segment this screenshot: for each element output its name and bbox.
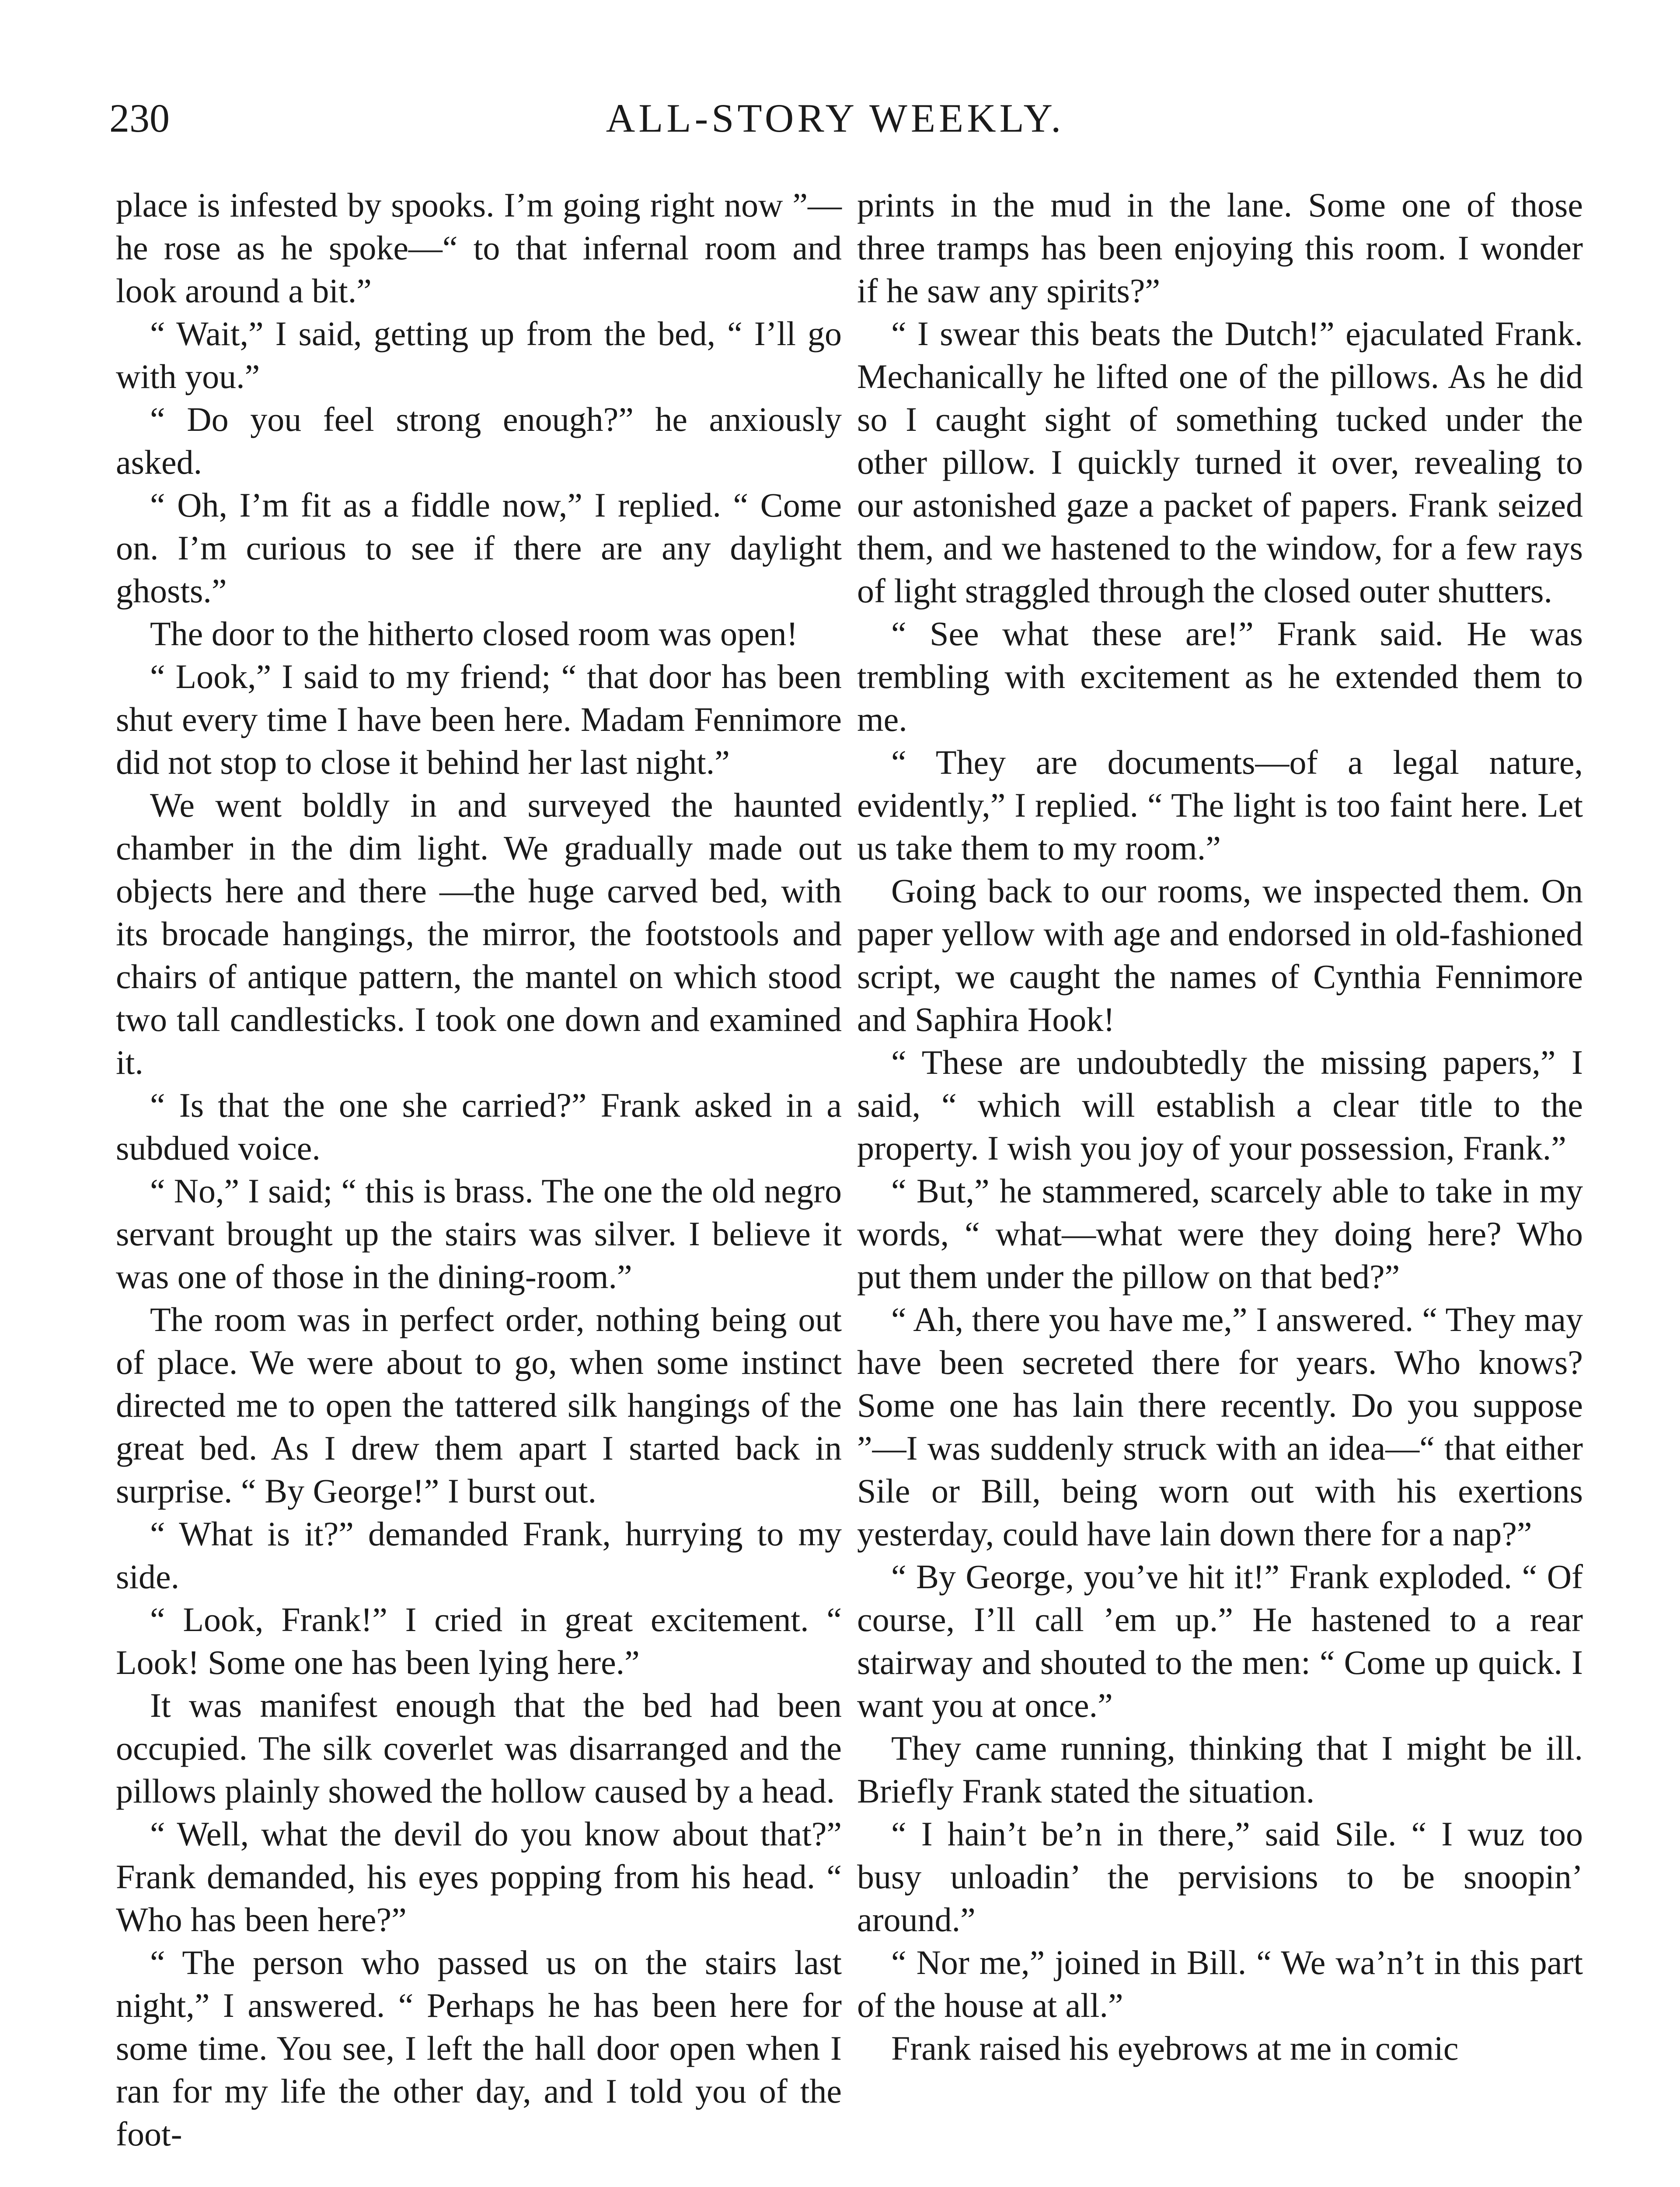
paragraph: They came running, thinking that I might be ill. Briefly Frank stated the situation. <box>857 1729 1583 1810</box>
paragraph: “ See what these are!” Frank said. He was trembling with excitement as he extended them to me. <box>857 615 1583 738</box>
paragraph: prints in the mud in the lane. Some one of those three tramps has been enjoying this room. I wonder if he saw any spirits?” <box>857 186 1583 310</box>
paragraph: “ I hain’t be’n in there,” said Sile. “ I wuz too busy unloadin’ the pervisions to be snoopin’ around.” <box>857 1815 1583 1939</box>
paragraph: “ Ah, there you have me,” I answered. “ They may have been secreted there for years. Who knows? Some one has lain there recently. Do you suppose ”—I was suddenly struck with an idea—“ that either Sile or Bill, being worn out with his exertions yesterday, could have lain down there for a nap?” <box>857 1300 1583 1553</box>
paragraph: “ Well, what the devil do you know about that?” Frank demanded, his eyes popping from his head. “ Who has been here?” <box>116 1815 842 1939</box>
page-number: 230 <box>109 96 170 140</box>
paragraph: “ No,” I said; “ this is brass. The one the old negro servant brought up the stairs was silver. I believe it was one of those in the dining-room.” <box>116 1172 842 1296</box>
paragraph: We went boldly in and surveyed the haunted chamber in the dim light. We gradually made out objects here and there —the huge carved bed, with its brocade hangings, the mirror, the footstools and chairs of antique pattern, the mantel on which stood two tall candlesticks. I took one down and examined it. <box>116 786 842 1081</box>
paragraph: Going back to our rooms, we inspected them. On paper yellow with age and endorsed in old-fashioned script, we caught the names of Cynthia Fennimore and Saphira Hook! <box>857 872 1583 1038</box>
paragraph: The room was in perfect order, nothing being out of place. We were about to go, when some instinct directed me to open the tattered silk hangings of the great bed. As I drew them apart I started back in surprise. “ By George!” I burst out. <box>116 1300 842 1510</box>
paragraph: “ But,” he stammered, scarcely able to take in my words, “ what—what were they doing here? Who put them under the pillow on that bed?” <box>857 1172 1583 1296</box>
paragraph: “ What is it?” demanded Frank, hurrying to my side. <box>116 1515 842 1596</box>
paragraph: “ Do you feel strong enough?” he anxiously asked. <box>116 400 842 481</box>
right-column <box>857 184 1583 2070</box>
paragraph: It was manifest enough that the bed had been occupied. The silk coverlet was disarranged and the pillows plainly showed the hollow caused by a head. <box>116 1686 842 1810</box>
paragraph: “ The person who passed us on the stairs last night,” I answered. “ Perhaps he has been here for some time. You see, I left the hall door open when I ran for my life the other day, and I told you of the foot- <box>116 1943 842 2153</box>
paragraph: “ Wait,” I said, getting up from the bed, “ I’ll go with you.” <box>116 314 842 395</box>
paragraph: “ I swear this beats the Dutch!” ejaculated Frank. Mechanically he lifted one of the pillows. As he did so I caught sight of something tucked under the other pillow. I quickly turned it over, revealing to our astonished gaze a packet of papers. Frank seized them, and we hastened to the window, for a few rays of light straggled through the closed outer shutters. <box>857 314 1583 610</box>
paragraph: “ Look,” I said to my friend; “ that door has been shut every time I have been here. Madam Fennimore did not stop to close it behind her last night.” <box>116 657 842 781</box>
left-column <box>116 184 842 2156</box>
paragraph: The door to the hitherto closed room was open! <box>150 615 798 653</box>
paragraph: “ By George, you’ve hit it!” Frank exploded. “ Of course, I’ll call ’em up.” He hastened to a rear stairway and shouted to the men: “ Come up quick. I want you at once.” <box>857 1558 1583 1724</box>
paragraph: Frank raised his eyebrows at me in comic <box>891 2029 1459 2067</box>
paragraph: “ Look, Frank!” I cried in great excitement. “ Look! Some one has been lying here.” <box>116 1600 842 1681</box>
paragraph: “ These are undoubtedly the missing papers,” I said, “ which will establish a clear title to the property. I wish you joy of your possession, Frank.” <box>857 1043 1583 1167</box>
paragraph: “ Nor me,” joined in Bill. “ We wa’n’t in this part of the house at all.” <box>857 1943 1583 2024</box>
running-head: ALL-STORY WEEKLY. <box>606 96 1065 140</box>
paragraph: “ Is that the one she carried?” Frank asked in a subdued voice. <box>116 1086 842 1167</box>
paragraph: “ They are documents—of a legal nature, evidently,” I replied. “ The light is too faint here. Let us take them to my room.” <box>857 743 1583 867</box>
paragraph: place is infested by spooks. I’m going right now ”—he rose as he spoke—“ to that infernal room and look around a bit.” <box>116 186 842 310</box>
paragraph: “ Oh, I’m fit as a fiddle now,” I replied. “ Come on. I’m curious to see if there are any daylight ghosts.” <box>116 486 842 610</box>
page-header <box>109 92 1561 162</box>
